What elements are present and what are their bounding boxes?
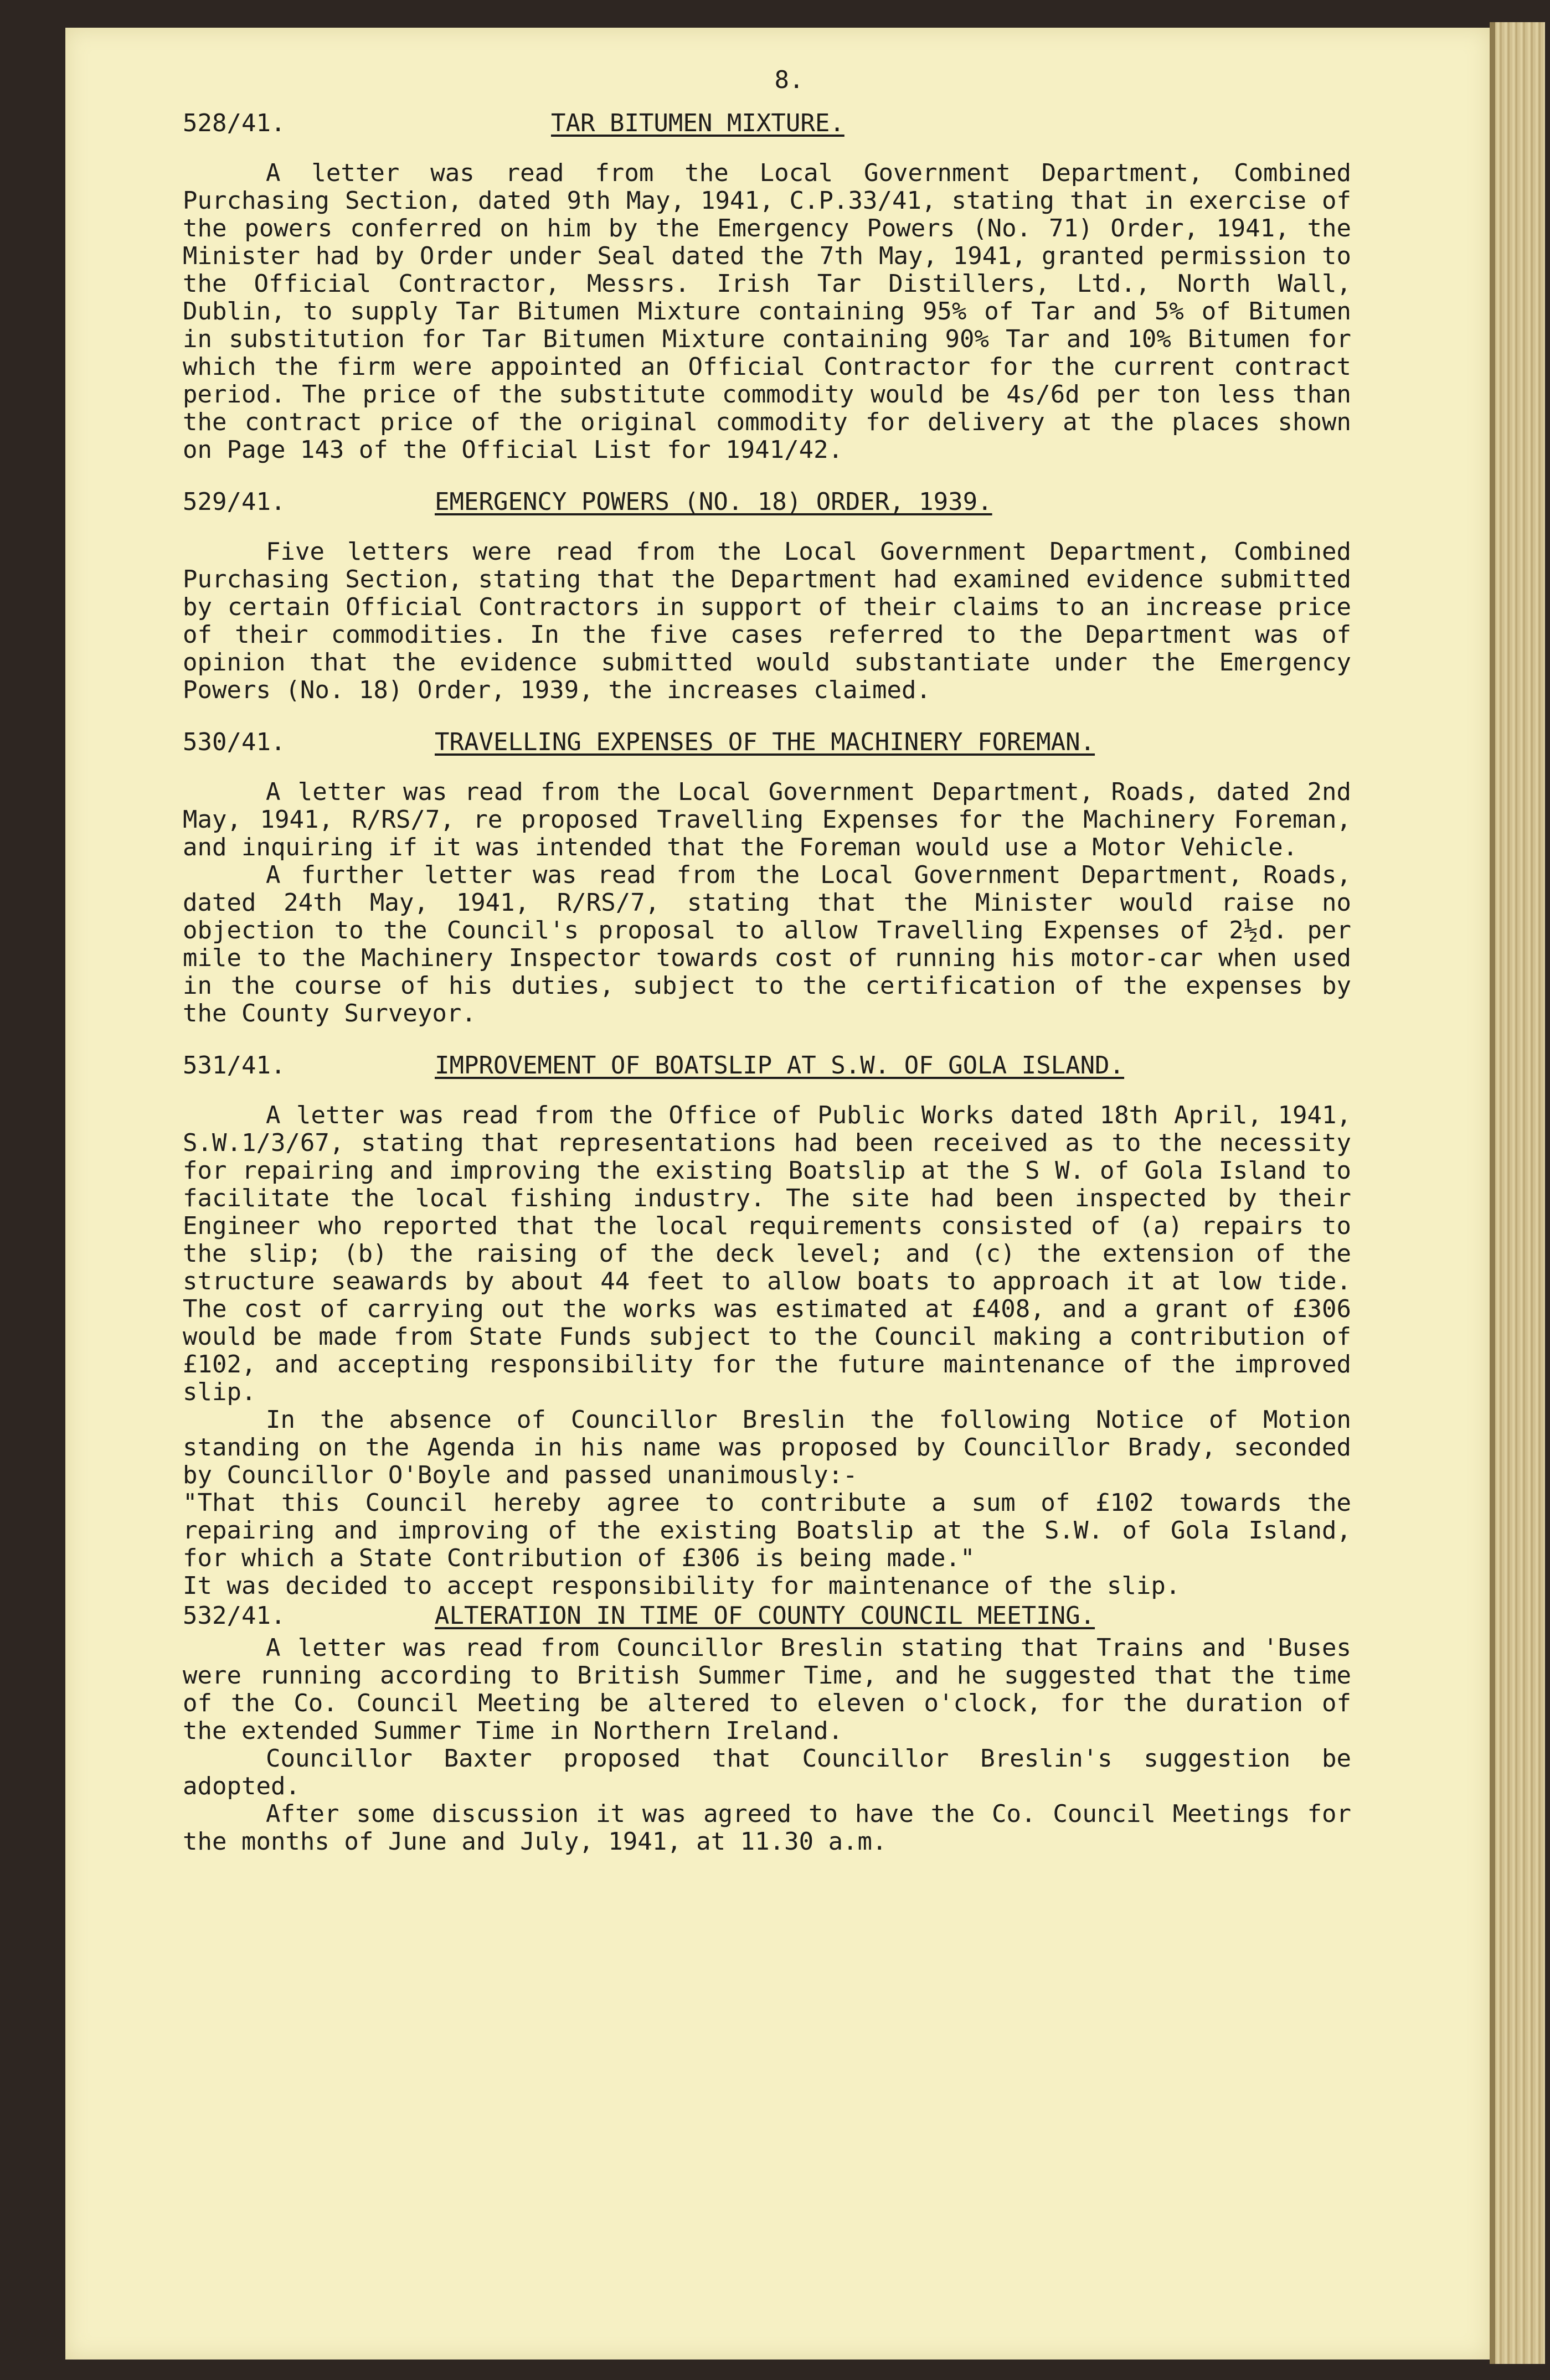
- minute-number: 532/41.: [183, 1602, 286, 1630]
- minutes-text: [183, 66, 1351, 1880]
- minute-number: 531/41.: [183, 1051, 286, 1080]
- minute-number: 530/41.: [183, 728, 286, 756]
- minute-paragraph: A letter was read from the Office of Public Works dated 18th April, 1941, S.W.1/3/67, stating that representations had been received as to the necessity for repairing and improving the existing Boatslip at the S W. of Gola Island to facilitate the local fishing industry. The site had been inspected by their Engineer who reported that the local requirements consisted of (a) repairs to the slip; (b) the raising of the deck level; and (c) the extension of the structure seawards by about 44 feet to allow boats to approach it at low tide. The cost of carrying out the works was estimated at £408, and a grant of £306 would be made from State Funds subject to the Council making a contribution of £102, and accepting responsibility for the future maintenance of the improved slip.: [183, 1101, 1351, 1406]
- minute-title: EMERGENCY POWERS (NO. 18) ORDER, 1939.: [435, 488, 992, 516]
- minute-paragraph: A letter was read from Councillor Breslin stating that Trains and 'Buses were running according to British Summer Time, and he suggested that the time of the Co. Council Meeting be altered to eleven o'clock, for the duration of the extended Summer Time in Northern Ireland.: [183, 1634, 1351, 1745]
- minute-paragraph: A further letter was read from the Local Government Department, Roads, dated 24th May, 1941, R/RS/7, stating that the Minister would raise no objection to the Council's proposal to allow Travelling Expenses of 2½d. per mile to the Machinery Inspector towards cost of running his motor-car when used in the course of his duties, subject to the certification of the expenses by the County Surveyor.: [183, 861, 1351, 1028]
- minute-header: [183, 1602, 1351, 1632]
- minute-paragraph: In the absence of Councillor Breslin the following Notice of Motion standing on the Agenda in his name was proposed by Councillor Brady, seconded by Councillor O'Boyle and passed unanimously:-: [183, 1406, 1351, 1489]
- minute-header: [183, 110, 1351, 140]
- minute-title: TRAVELLING EXPENSES OF THE MACHINERY FOREMAN.: [435, 728, 1095, 756]
- minute-531: [183, 1052, 1351, 1600]
- minute-number: 528/41.: [183, 109, 286, 137]
- minute-530: [183, 729, 1351, 1028]
- page-number: 8.: [774, 66, 804, 94]
- minute-paragraph: Five letters were read from the Local Government Department, Combined Purchasing Section, stating that the Department had examined evidence submitted by certain Official Contractors in support of their claims to an increase price of their commodities. In the five cases referred to the Department was of opinion that the evidence submitted would substantiate under the Emergency Powers (No. 18) Order, 1939, the increases claimed.: [183, 538, 1351, 704]
- closing-remark: It was decided to accept responsibility for maintenance of the slip.: [183, 1572, 1181, 1600]
- minute-number: 529/41.: [183, 488, 286, 516]
- minute-paragraph: Councillor Baxter proposed that Councillor Breslin's suggestion be adopted.: [183, 1744, 1351, 1800]
- minute-paragraph: A letter was read from the Local Government Department, Combined Purchasing Section, dated 9th May, 1941, C.P.33/41, stating that in exercise of the powers conferred on him by the Emergency Powers (No. 71) Order, 1941, the Minister had by Order under Seal dated the 7th May, 1941, granted permission to the Official Contractor, Messrs. Irish Tar Distillers, Ltd., North Wall, Dublin, to supply Tar Bitumen Mixture containing 95% of Tar and 5% of Bitumen in substitution for Tar Bitumen Mixture containing 90% Tar and 10% Bitumen for which the firm were appointed an Official Contractor for the current contract period. The price of the substitute commodity would be 4s/6d per ton less than the contract price of the original commodity for delivery at the places shown on Page 143 of the Official List for 1941/42.: [183, 159, 1351, 464]
- minute-532: [183, 1602, 1351, 1856]
- minute-paragraph: A letter was read from the Local Government Department, Roads, dated 2nd May, 1941, R/RS/7, re proposed Travelling Expenses for the Machinery Foreman, and inquiring if it was intended that the Foreman would use a Motor Vehicle.: [183, 778, 1351, 861]
- minute-528: [183, 110, 1351, 464]
- minute-header: [183, 1052, 1351, 1082]
- minute-title: TAR BITUMEN MIXTURE.: [551, 109, 844, 137]
- minute-header: [183, 488, 1351, 518]
- resolution-text: "That this Council hereby agree to contribute a sum of £102 towards the repairing and improving of the existing Boatslip at the S.W. of Gola Island, for which a State Contribution of £306 is being made.": [183, 1489, 1351, 1572]
- minute-title: IMPROVEMENT OF BOATSLIP AT S.W. OF GOLA ISLAND.: [435, 1051, 1125, 1080]
- minute-paragraph: After some discussion it was agreed to have the Co. Council Meetings for the months of June and July, 1941, at 11.30 a.m.: [183, 1800, 1351, 1856]
- minute-header: [183, 729, 1351, 758]
- minute-529: [183, 488, 1351, 704]
- book-binding: [1495, 22, 1545, 2364]
- minute-title: ALTERATION IN TIME OF COUNTY COUNCIL MEETING.: [435, 1602, 1095, 1630]
